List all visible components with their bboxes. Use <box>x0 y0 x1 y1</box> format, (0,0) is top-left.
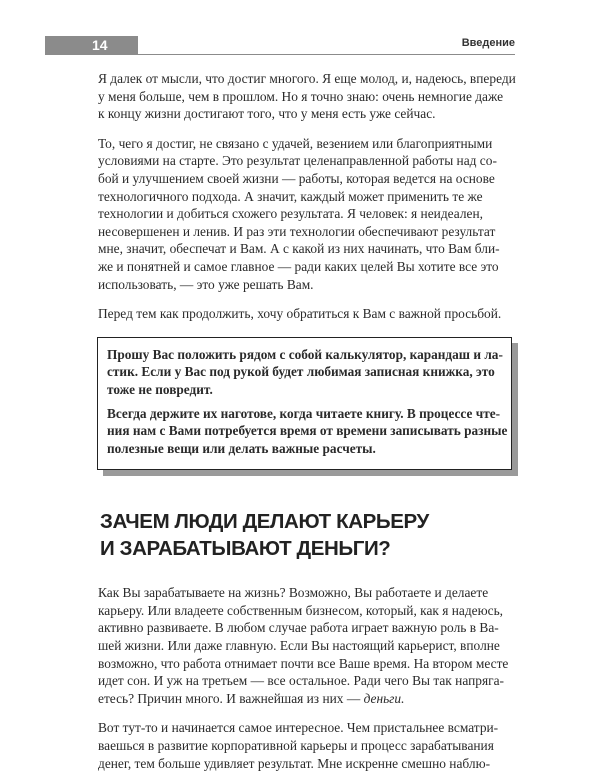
page-header <box>45 36 515 56</box>
intro-paragraph-3 <box>98 305 510 323</box>
text-line: шей жизни. Или даже главную. Если Вы настоящий карьерист, вполне <box>98 638 500 654</box>
text-line: То, чего я достиг, не связано с удачей, везением или благоприятными <box>98 135 493 151</box>
emphasis-money: деньги. <box>363 690 405 706</box>
text-line: Я далек от мысли, что достиг многого. Я еще молод, и, надеюсь, впереди <box>98 71 516 86</box>
text-line: активно развиваете. В любом случае работа играет важную роль в Ва- <box>98 620 499 636</box>
header-rule <box>138 54 515 55</box>
text-line: тоже не повредит. <box>107 381 213 397</box>
callout-paragraph-1 <box>107 346 503 399</box>
text-line: возможно, что работа отнимает почти все Ваше время. На втором месте <box>98 655 509 671</box>
page-number: 14 <box>45 36 138 55</box>
running-section-title: Введение <box>461 37 515 49</box>
section-paragraph-2 <box>98 719 510 772</box>
text-line: бой и улучшением своей жизни — работы, которая ведется на основе <box>98 170 495 186</box>
text-line: карьеру. Или владеете собственным бизнесом, который, как я надеюсь, <box>98 602 504 618</box>
callout-paragraph-2 <box>107 405 508 458</box>
intro-paragraph-1 <box>98 70 516 123</box>
text-line: денег, тем больше удивляет результат. Мне искренне смешно наблю- <box>98 755 491 771</box>
section-heading <box>100 508 510 562</box>
text-line: мне, значит, обеспечат и Вам. А с какой из них начинать, что Вам бли- <box>98 241 500 257</box>
text-line: технологии и добиться схожего результата. Я человек: я неидеален, <box>98 206 483 222</box>
text-line: к концу жизни достигают того, что у меня есть уже сейчас. <box>98 106 436 122</box>
text-line: использовать, — это уже решать Вам. <box>98 276 314 292</box>
text-line: у меня больше, чем в прошлом. Но я точно знаю: очень немногие даже <box>98 88 504 104</box>
text-line: ния нам с Вами потребуется время от времени записывать разные <box>107 423 508 439</box>
heading-line: ЗАЧЕМ ЛЮДИ ДЕЛАЮТ КАРЬЕРУ <box>100 510 429 534</box>
text-line: технологичного подхода. А значит, каждый может применить те же <box>98 188 483 204</box>
text-line: Всегда держите их наготове, когда читаете книгу. В процессе чте- <box>107 405 501 421</box>
request-callout-box <box>97 337 512 471</box>
text-line: Как Вы зарабатываете на жизнь? Возможно, Вы работаете и делаете <box>98 585 489 601</box>
text-line: Прошу Вас положить рядом с собой калькулятор, карандаш и ла- <box>107 346 503 362</box>
heading-line: И ЗАРАБАТЫВАЮТ ДЕНЬГИ? <box>100 537 391 561</box>
text-line: условиями на старте. Это результат целенаправленной работы над со- <box>98 153 497 169</box>
text-line: несовершенен и ленив. И раз эти технологии обеспечивают результат <box>98 223 496 239</box>
text-line: стик. Если у Вас под рукой будет любимая записная книжка, это <box>107 364 495 380</box>
text-line <box>98 690 510 708</box>
section-paragraph-1 <box>98 584 510 707</box>
intro-paragraph-2 <box>98 135 510 293</box>
text-line: полезные вещи или делать важные расчеты. <box>107 440 376 456</box>
text-line: же и понятней и самое главное — ради каких целей Вы хотите все это <box>98 258 499 274</box>
text-line: Перед тем как продолжить, хочу обратиться к Вам с важной просьбой. <box>98 306 502 322</box>
text-line: Вот тут-то и начинается самое интересное. Чем пристальнее всматри- <box>98 720 499 736</box>
text-line: ваешься в развитие корпоративной карьеры и процесс зарабатывания <box>98 738 494 754</box>
page-body <box>98 70 516 784</box>
text-line: идет сон. И уж на третьем — все остальное. Ради чего Вы так напряга- <box>98 673 505 689</box>
text-fragment: етесь? Причин много. И важнейшая из них — <box>98 690 364 706</box>
